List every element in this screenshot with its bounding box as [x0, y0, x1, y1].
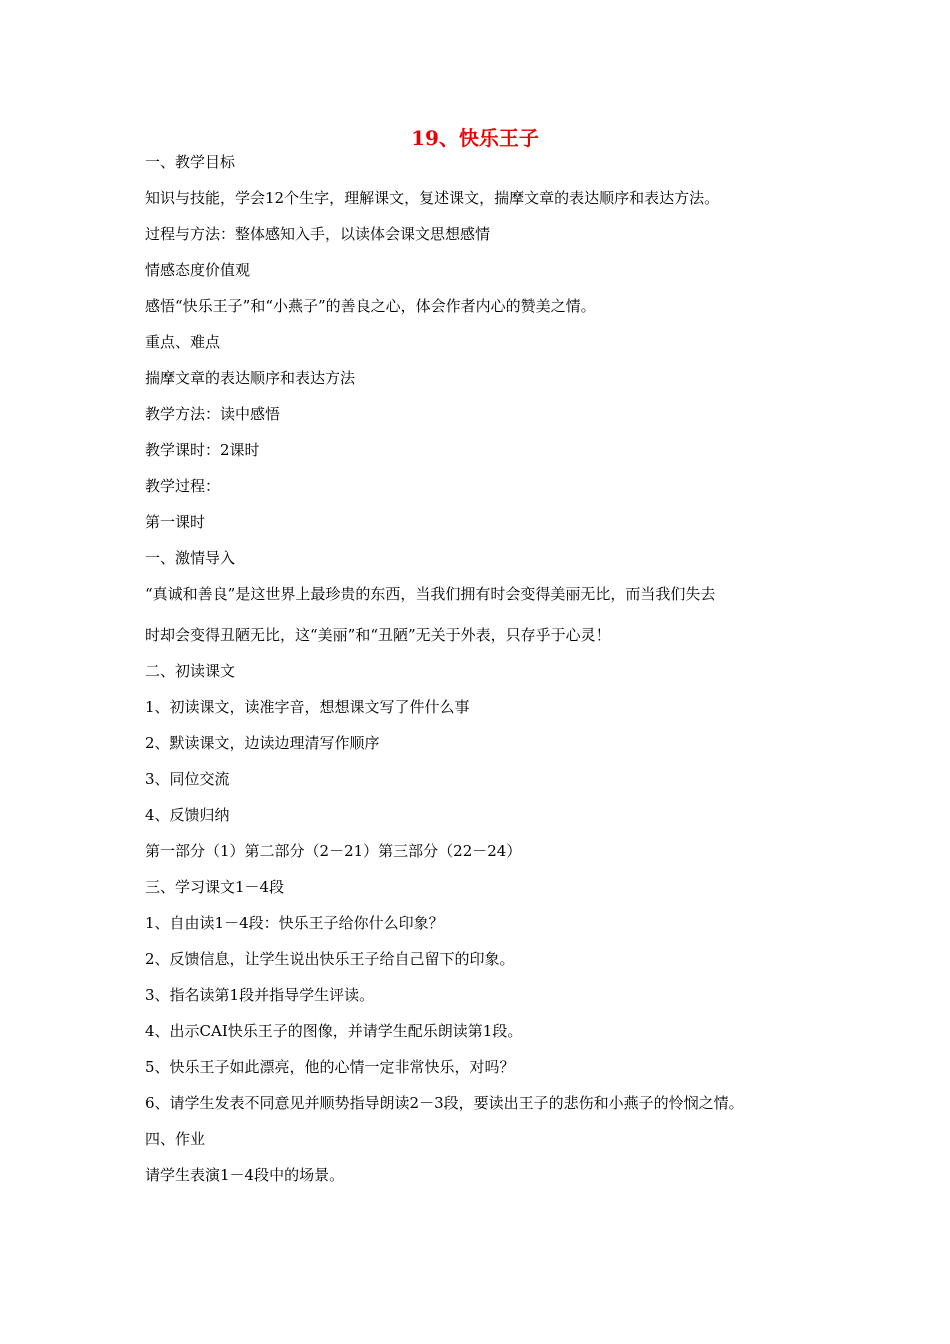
heading-first-reading: 二、初读课文 [145, 662, 236, 680]
heading-key-difficult: 重点、难点 [145, 333, 221, 351]
list-item-study-4: 4、出示CAI快乐王子的图像，并请学生配乐朗读第1段。 [145, 1022, 523, 1040]
paragraph-intro-line-2: 时却会变得丑陋无比，这“美丽”和“丑陋”无关于外表，只存乎于心灵！ [145, 626, 611, 644]
heading-first-lesson: 第一课时 [145, 513, 206, 531]
heading-introduction: 一、激情导入 [145, 549, 236, 567]
paragraph-process-method: 过程与方法：整体感知入手，以读体会课文思想感情 [145, 225, 491, 243]
paragraph-intro-line-1: “真诚和善良”是这世界上最珍贵的东西，当我们拥有时会变得美丽无比，而当我们失去 [145, 585, 716, 603]
paragraph-key-points: 揣摩文章的表达顺序和表达方法 [145, 369, 356, 387]
list-item-study-2: 2、反馈信息，让学生说出快乐王子给自己留下的印象。 [145, 950, 515, 968]
paragraph-class-hours: 教学课时：2课时 [145, 441, 260, 459]
paragraph-knowledge-skills: 知识与技能，学会12个生字，理解课文，复述课文，揣摩文章的表达顺序和表达方法。 [145, 189, 720, 207]
heading-teaching-goals: 一、教学目标 [145, 153, 236, 171]
document-title: 19、快乐王子 [411, 126, 539, 150]
list-item-reading-1: 1、初读课文，读准字音，想想课文写了件什么事 [145, 698, 470, 716]
list-item-reading-4: 4、反馈归纳 [145, 806, 230, 824]
paragraph-homework: 请学生表演1－4段中的场景。 [145, 1166, 345, 1184]
list-item-study-3: 3、指名读第1段并指导学生评读。 [145, 986, 375, 1004]
list-item-study-5: 5、快乐王子如此漂亮，他的心情一定非常快乐，对吗？ [145, 1058, 515, 1076]
paragraph-teaching-method: 教学方法：读中感悟 [145, 405, 281, 423]
paragraph-emotion-values: 情感态度价值观 [145, 261, 251, 279]
paragraph-sections: 第一部分（1）第二部分（2－21）第三部分（22－24） [145, 842, 522, 860]
list-item-study-1: 1、自由读1－4段：快乐王子给你什么印象？ [145, 914, 444, 932]
list-item-reading-3: 3、同位交流 [145, 770, 230, 788]
list-item-study-6: 6、请学生发表不同意见并顺势指导朗读2－3段，要读出王子的悲伤和小燕子的怜悯之情。 [145, 1094, 744, 1112]
heading-teaching-process: 教学过程： [145, 477, 221, 495]
list-item-reading-2: 2、默读课文，边读边理清写作顺序 [145, 734, 380, 752]
heading-homework: 四、作业 [145, 1130, 206, 1148]
heading-study-text: 三、学习课文1－4段 [145, 878, 285, 896]
paragraph-perception: 感悟“快乐王子”和“小燕子”的善良之心，体会作者内心的赞美之情。 [145, 297, 596, 315]
